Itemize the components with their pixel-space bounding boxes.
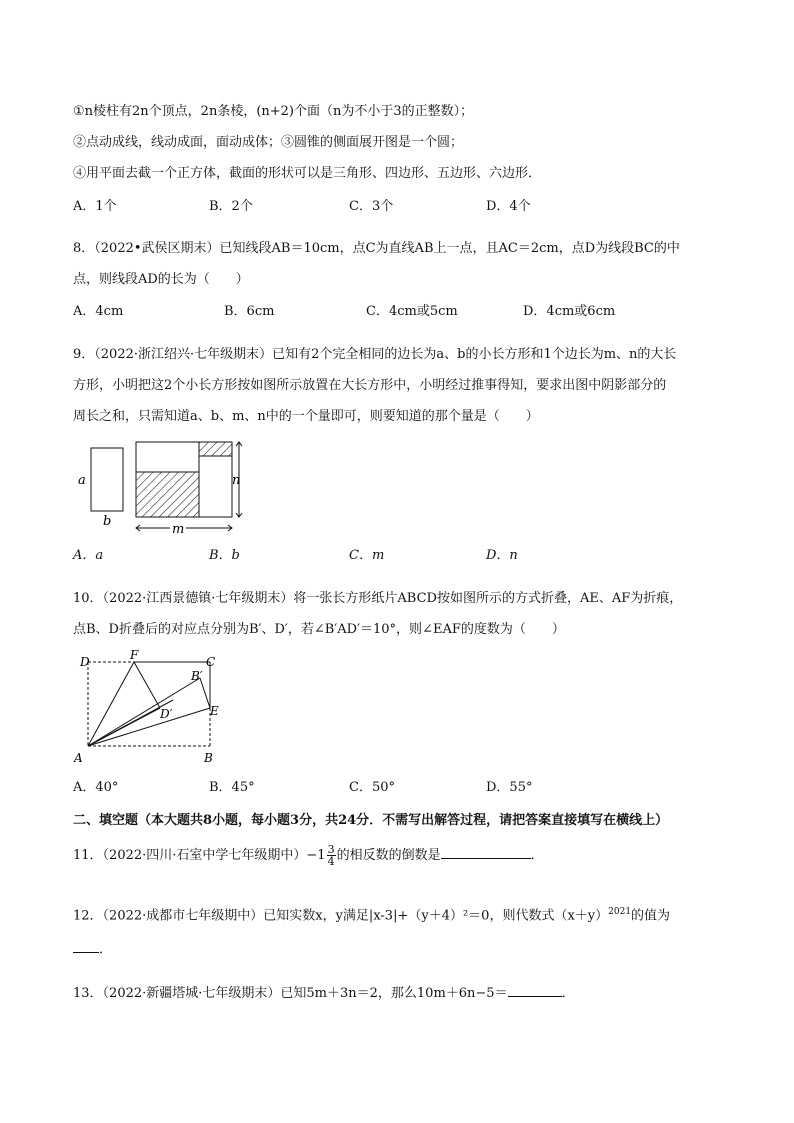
- q12-text: 12．（2022·成都市七年级期中）已知实数x，y满足|x-3|+（y＋4）²＝0，则代数式（x＋y）: [73, 908, 609, 924]
- q8-option-d: D．4cm或6cm: [523, 304, 616, 319]
- q9-line-1: 9．（2022·浙江绍兴·七年级期末）已知有2个完全相同的边长为a、b的小长方形和1个边长为m、n的大长: [73, 347, 677, 362]
- label-A: A: [74, 751, 83, 765]
- q8-line-1: 8．（2022•武侯区期末）已知线段AB＝10cm，点C为直线AB上一点，且AC＝2cm，点D为线段BC的中: [73, 241, 680, 256]
- statement-1: ①n棱柱有2n个顶点，2n条棱，(n+2)个面（n为不小于3的正整数）；: [73, 104, 474, 119]
- q13: [73, 982, 575, 1003]
- statement-2: ②点动成线，线动成面，面动成体；③圆锥的侧面展开图是一个圆；: [73, 135, 464, 150]
- q13-answer-blank[interactable]: [508, 982, 562, 997]
- q11-suffix: 的相反数的倒数是: [336, 848, 441, 863]
- q12-exponent: 2021: [608, 907, 632, 917]
- q13-end: ．: [561, 986, 575, 1001]
- label-B-prime: B′: [191, 669, 203, 683]
- vertical-small-rectangle: [199, 456, 232, 517]
- shaded-region-left: [136, 472, 199, 517]
- label-E: E: [210, 704, 219, 718]
- q13-text: 13．（2022·新疆塔城·七年级期末）已知5m＋3n＝2，那么10m＋6n−5＝: [73, 986, 508, 1001]
- q9-figure: [70, 436, 260, 536]
- label-a: a: [78, 473, 86, 488]
- statement-3: ④用平面去截一个正方体，截面的形状可以是三角形、四边形、五边形、六边形．: [73, 166, 542, 181]
- q8-line-2: 点，则线段AD的长为（ ）: [73, 272, 249, 287]
- q7-option-d: D．4个: [486, 199, 531, 214]
- q10-figure: [70, 650, 240, 768]
- label-b: b: [103, 514, 112, 529]
- q12-answer-blank[interactable]: [73, 938, 99, 953]
- label-m: m: [172, 522, 185, 536]
- q11-end: ．: [530, 848, 544, 863]
- q8-option-a: A．4cm: [73, 304, 124, 319]
- q11-minus: −1: [306, 848, 326, 863]
- q12-end: ．: [99, 942, 113, 957]
- label-D-prime: D′: [160, 707, 173, 721]
- q12-line-2: [73, 938, 112, 959]
- q11: [73, 842, 544, 870]
- q7-option-c: C．3个: [349, 199, 394, 214]
- q10-option-c: C．50°: [349, 780, 395, 795]
- label-D: D: [80, 655, 90, 669]
- q7-option-a: A．1个: [73, 199, 117, 214]
- q8-option-c: C．4cm或5cm: [366, 304, 458, 319]
- label-n: n: [232, 473, 241, 488]
- section-heading: 二、填空题（本大题共8小题，每小题3分，共24分．不需写出解答过程，请把答案直接填写在横线上）: [73, 813, 669, 828]
- shaded-region-right: [199, 442, 232, 456]
- label-B: B: [204, 751, 213, 765]
- q9-option-b: B．b: [209, 548, 240, 563]
- label-C: C: [206, 655, 216, 669]
- q11-numerator: 3: [327, 843, 335, 856]
- q9-option-c: C．m: [349, 548, 385, 563]
- q11-fraction: [327, 844, 336, 867]
- q10-option-b: B．45°: [209, 780, 255, 795]
- q10-option-a: A．40°: [73, 780, 119, 795]
- small-rectangle: [91, 448, 123, 511]
- q12-after: 的值为: [631, 908, 671, 924]
- q12-line-1: [73, 903, 670, 925]
- q7-option-b: B．2个: [209, 199, 253, 214]
- label-F: F: [130, 650, 139, 662]
- q8-option-b: B．6cm: [224, 304, 275, 319]
- q11-prefix: 11．（2022·四川·石室中学七年级期中）: [73, 848, 307, 863]
- q10-line-1: 10．（2022·江西景德镇·七年级期末）将一张长方形纸片ABCD按如图所示的方式折叠，AE、AF为折痕，: [73, 591, 683, 606]
- q10-line-2: 点B、D折叠后的对应点分别为B′、D′，若∠B′AD′＝10°，则∠EAF的度数为（ ）: [73, 622, 565, 637]
- q11-denominator: 4: [327, 855, 335, 868]
- q10-option-d: D．55°: [486, 780, 533, 795]
- q11-answer-blank[interactable]: [441, 844, 531, 859]
- q9-option-a: A．a: [73, 548, 104, 563]
- q9-option-d: D．n: [486, 548, 518, 563]
- q9-line-2: 方形，小明把这2个小长方形按如图所示放置在大长方形中，小明经过推事得知，要求出图中阴影部分的: [73, 378, 667, 393]
- q9-line-3: 周长之和，只需知道a、b、m、n中的一个量即可，则要知道的那个量是（ ）: [73, 409, 539, 424]
